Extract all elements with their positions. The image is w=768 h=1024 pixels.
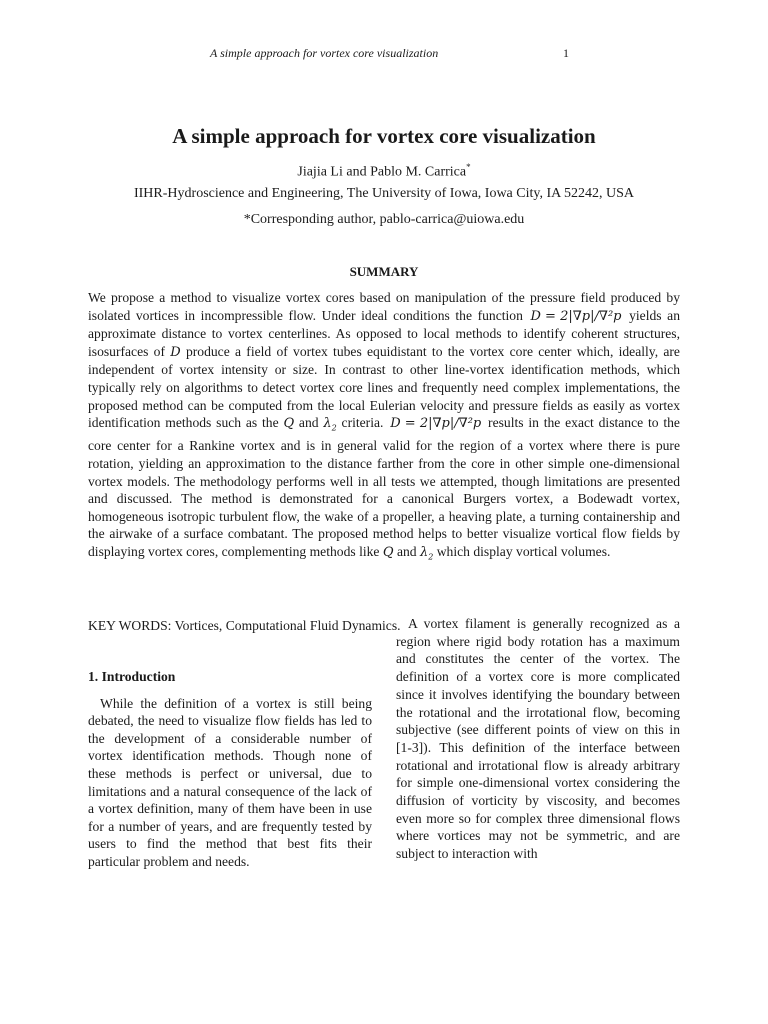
right-column [396, 615, 680, 863]
d-symbol: D [170, 344, 181, 360]
lambda-letter: λ [323, 416, 332, 432]
summary-heading: SUMMARY [349, 264, 419, 279]
affiliation: IIHR-Hydroscience and Engineering, The University of Iowa, Iowa City, IA 52242, USA [133, 186, 634, 201]
right-column-paragraph: A vortex filament is generally recognized as a region where rigid body rotation has a maximum and constitutes the center of the vortex. The definition of a vortex core is more complicated since it involves identifying the boundary between the rotational and the irrotational flow, becoming subjective (see different points of view on this in [1-3]). This definition of the interface between rotational and irrotational flow is already arbitrary for simple one-dimensional vortex considering the diffusion of vorticity by viscosity, and becomes even more so for complex three dimensional flows where vortices may not be symmetric, and are subject to interaction with [396, 616, 680, 862]
formula-d-2: D = 2|∇p|/∇²p [390, 416, 482, 432]
keywords: KEY WORDS: Vortices, Computational Fluid Dynamics. [88, 618, 401, 633]
lambda-letter-2: λ [419, 544, 429, 560]
q-symbol-2: Q [382, 544, 394, 560]
q-symbol: Q [283, 416, 295, 432]
paper-title: A simple approach for vortex core visualization [172, 124, 596, 148]
running-title: A simple approach for vortex core visualization [210, 46, 439, 60]
introduction-heading: 1. Introduction [88, 669, 176, 684]
abstract-text-6: which display vortical volumes. [436, 543, 611, 559]
lambda2-symbol-2 [420, 545, 433, 560]
abstract-text-1: We propose a method to visualize vortex cores based on manipulation of the pressure field produced by isolated vortices in incompressible flow. Under ideal conditions the function [88, 290, 680, 323]
and-word: and [298, 415, 319, 431]
lambda-subscript-2: 2 [428, 552, 434, 562]
formula-d: D = 2|∇p|/∇²p [530, 308, 622, 324]
authors [0, 162, 768, 181]
lambda2-symbol [323, 416, 336, 431]
and-word-2: and [396, 543, 417, 559]
corresponding-author: *Corresponding author, pablo-carrica@uiowa.edu [243, 212, 525, 227]
author-names: Jiajia Li and Pablo M. Carrica [297, 164, 467, 180]
abstract-text-2: yields an approximate distance to vortex centerlines. As opposed to local methods to identify coherent structures, isosurfaces of [88, 307, 680, 359]
introduction-column [88, 668, 372, 871]
abstract-text-3: produce a field of vortex tubes equidistant to the vortex core center which, ideally, are independent of vortex intensity or size. In contrast to other line-vortex identification methods, which typically rely on algorithms to detect vortex core lines and frequently need complex implementations, the proposed method can be computed from the local Eulerian velocity and pressure fields as easily as vortex identification methods such as the [88, 343, 680, 431]
lambda-subscript: 2 [331, 423, 337, 433]
corresponding-mark: * [466, 162, 471, 172]
abstract-paragraph [88, 289, 680, 566]
abstract-text-5: results in the exact distance to the core center for a Rankine vortex and is in general valid for the region of a vortex where there is pure rotation, yielding an approximation to the distance farther from the core in other simple one-dimensional vortex models. The methodology performs well in all tests we attempted, though limitations are presented and discussed. The method is demonstrated for a canonical Burgers vortex, a Bodewadt vortex, homogeneous isotropic turbulent flow, the wake of a propeller, a heaving plate, a turning containership and the airwake of a surface combatant. The proposed method helps to better visualize vortical flow fields by displaying vortex cores, complementing methods like [88, 415, 680, 559]
introduction-paragraph: While the definition of a vortex is still being debated, the need to visualize flow fields has led to the development of a considerable number of vortex identification methods. Though none of these methods is perfect or universal, due to limitations and a natural consequence of the lack of a vortex definition, many of them have been in use for a number of years, and are frequently tested by users to find the method that best fits their particular problem and needs. [88, 695, 372, 869]
abstract-text-4: criteria. [341, 415, 384, 431]
abstract [88, 289, 680, 566]
running-header [0, 46, 768, 62]
page-number: 1 [563, 46, 569, 60]
